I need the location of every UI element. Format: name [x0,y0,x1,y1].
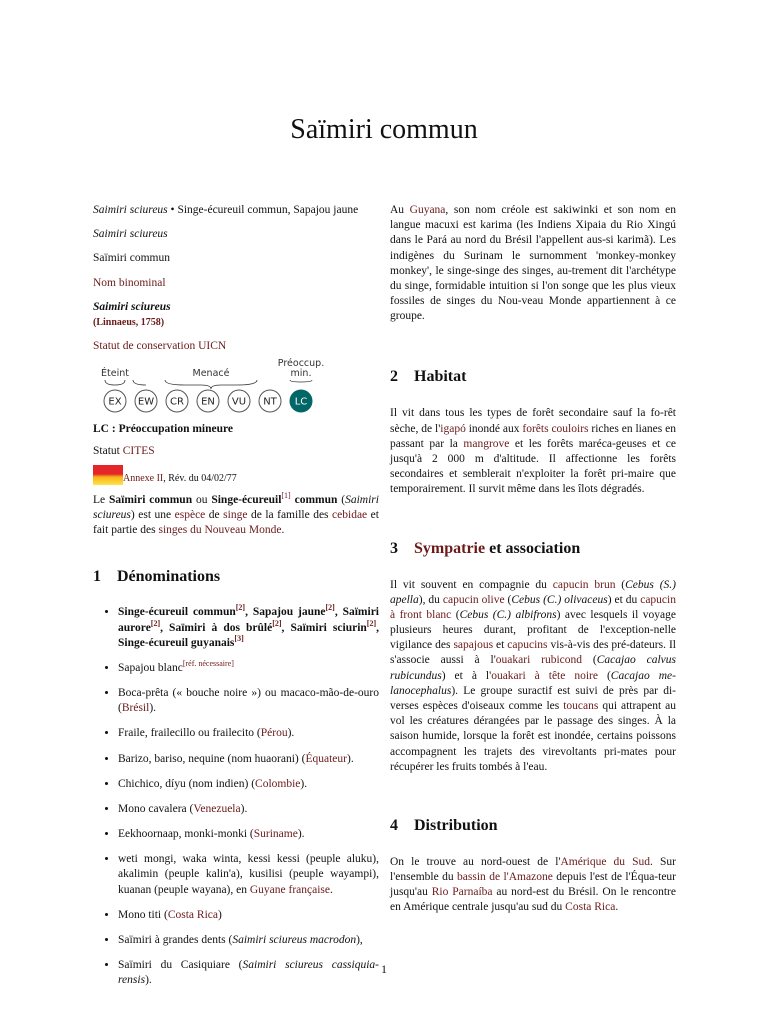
singes-nouveau-monde-link[interactable]: singes du Nouveau Monde [158,524,282,537]
ref-2-link[interactable]: [2] [150,618,161,628]
iucn-label-cr: CR [170,396,184,408]
espece-link[interactable]: espèce [174,508,206,521]
iucn-label-ex: EX [108,396,122,408]
scale-label-concern-2: min. [290,368,312,380]
annex-link[interactable]: Annexe II [123,472,164,484]
distribution-paragraph: On le trouve au nord-ouest de l'Amérique du Sud. Sur l'ensemble du bassin de l'Amazone depuis l'est de l'Équa-teur jusqu'au Rio Parnaíba au nord-est du Brésil. On le rencontre en Amérique centrale jusqu'au sud du Costa Rica. [390,855,677,914]
scale-label-extinct: Éteint [101,368,129,380]
igapo-link[interactable]: igapó [440,422,466,435]
infobox-latin: Saimiri sciureus [93,228,168,241]
iucn-label-ew: EW [137,396,155,408]
guyana-paragraph: Au Guyana, son nom créole est sakiwinki et son nom en langue macuxi est karima (les Indiens Xipaia du Rio Xingú dans le Pará au nord du Brésil l'appellent aus-si karimã). Les indigènes du Surinam le surnomment 'monkey-monkey monkey', le singe-singe des singes, au-trement dit l'archétype du singe, formidable intuition si l'on songe que les plus vieux fossiles de singes du Nou-veau Monde appartiennent à ce groupe. [390,204,677,323]
amerique-du-sud-link[interactable]: Amérique du Sud [560,855,651,868]
venezuela-link[interactable]: Venezuela [193,802,241,815]
cebidae-link[interactable]: cebidae [332,508,368,521]
iucn-label-vu: VU [231,396,247,408]
capucin-brun-link[interactable]: capucin brun [552,578,616,591]
infobox-header: Saimiri sciureus • Singe-écureuil commun, Sapajou jaune [93,204,359,216]
capucin-olive-link[interactable]: capucin olive [442,593,505,606]
iucn-status-link[interactable]: Statut de conservation UICN [93,340,227,353]
list-item: • Barizo, bariso, nequine (nom huaorani) (Équateur). [118,752,379,767]
ref-3-link[interactable]: [3] [234,633,244,643]
ref-2-link[interactable]: [2] [366,618,377,628]
costa-rica-link[interactable]: Costa Rica [167,908,218,921]
cites-flag-icon [93,465,123,485]
perou-link[interactable]: Pérou [260,727,288,740]
infobox-binomial: Saimiri sciureus [93,300,171,313]
forets-couloirs-link[interactable]: forêts couloirs [522,422,589,435]
mangrove-link[interactable]: mangrove [463,437,510,450]
capucins-link[interactable]: capucins [507,639,548,652]
list-item: • Sapajou blanc[réf. nécessaire] [118,661,379,676]
colombie-link[interactable]: Colombie [255,777,301,790]
status-text: : Préoccupation mineure [111,423,234,436]
list-item: • Saïmiri à grandes dents (Saimiri sciureus macrodon), [118,933,379,948]
capucin-front-blanc-link[interactable]: capucin à front blanc [390,593,676,621]
ouakari-tete-noire-link[interactable]: ouakari à tête noire [491,669,598,682]
equateur-link[interactable]: Équateur [305,752,347,765]
page-title: Saïmiri commun [290,114,478,145]
infobox-binomial-label[interactable]: Nom binominal [93,276,166,289]
ouakari-rubicond-link[interactable]: ouakari rubicond [495,654,583,667]
list-item: • Mono titi (Costa Rica) [118,908,379,923]
list-item: • Eekhoornaap, monki-monki (Suriname). [118,827,379,842]
list-item: • Boca-prêta (« bouche noire ») ou macaco-mão-de-ouro (Brésil). [118,686,379,716]
suriname-link[interactable]: Suriname [253,828,298,841]
section-heading-denominations: 1 Dénominations [93,568,221,586]
citation-needed-link[interactable]: [réf. nécessaire] [182,659,234,669]
ref-2-link[interactable]: [2] [272,618,282,628]
list-item: • Chichico, díyu (nom indien) (Colombie). [118,777,379,792]
authority-link[interactable]: (Linnaeus, 1758) [93,316,165,328]
left-column [93,203,379,998]
section-heading-sympatrie: 3 Sympatrie et association [390,539,581,557]
habitat-paragraph: Il vit dans tous les types de forêt secondaire sauf la fo-rêt sèche, de l'igapó inondé aux forêts couloirs riches en lianes en passant par la mangrove et les forêts maréca-geuses et ce jusqu'à 2 000 m d'altitude. Il affectionne les forêts secondaires et semblerait n'exploiter la forêt pri-maire que temporairement. Il survit même dans les îlots dégradés. [390,407,676,496]
sympatrie-link[interactable]: Sympatrie [414,539,486,557]
ref-2-link[interactable]: [2] [235,603,246,613]
page-number: 1 [381,962,387,976]
infobox-french: Saïmiri commun [93,252,170,265]
right-column [390,203,676,924]
status-code: LC [93,423,109,436]
list-item: • weti mongi, waka winta, kessi kessi (peuple aluku), akalimin (peuple kalin'a), kusilisi (peuple wayampi), kuanan (peuple wayana), en Guyane française. [118,852,379,898]
iucn-label-nt: NT [263,396,277,408]
scale-label-concern-1: Préoccup. [277,358,325,370]
annex-revision: , Rév. du 04/02/77 [163,472,237,484]
section-heading-habitat: 2 Habitat [390,368,467,386]
scale-label-threatened: Menacé [192,368,230,380]
sapajous-link[interactable]: sapajous [453,639,494,652]
iucn-scale [93,356,379,416]
sympatrie-paragraph: Il vit souvent en compagnie du capucin brun (Cebus (S.) apella), du capucin olive (Cebus (C.) olivaceus) et du capucin à front blanc (Cebus (C.) albifrons) avec lesquels il voyage plusieurs heures durant, profitant de l'exception-nelle vigilance des sapajous et capucins vis-à-vis des pré-dateurs. Il s'associe aussi à l'ouakari rubicond (Cacajao calvus rubicundus) et à l'ouakari à tête noire (Cacajao me-lanocephalus). Le groupe suractif est suivi de près par di-verses espèces d'oiseaux comme les toucans qui attrapent au vol les créatures dérangées par le passage des singes. À la saison humide, lorsque la forêt est inondée, certains poissons accompagnent les trajets des virevoltants pri-mates pour récupérer les fruits tombés à l'eau. [390,578,677,773]
denominations-list [93,605,379,988]
singe-link[interactable]: singe [223,508,248,521]
list-item: • Saïmiri du Casiquiare (Saimiri sciureus cassiquia-rensis). [118,958,379,988]
costa-rica-link[interactable]: Costa Rica [565,901,616,914]
iucn-label-lc: LC [294,396,308,408]
list-item: • Fraile, frailecillo ou frailecito (Pérou). [118,726,379,741]
bresil-link[interactable]: Brésil [121,702,150,715]
intro-paragraph: Le Saïmiri commun ou Singe-écureuil[1] commun (Saimiri sciureus) est une espèce de singe de la famille des cebidae et fait partie des singes du Nouveau Monde. [93,490,379,537]
infobox [93,203,379,485]
list-item: • Mono cavalera (Venezuela). [118,802,379,817]
iucn-label-en: EN [201,396,215,408]
bassin-amazone-link[interactable]: bassin de l'Amazone [457,871,553,884]
cites-link[interactable]: CITES [122,445,155,458]
iucn-scale-graphic [93,356,379,416]
guyana-link[interactable]: Guyana [409,204,446,216]
guyane-francaise-link[interactable]: Guyane française [249,883,331,896]
toucans-link[interactable]: toucans [563,700,599,712]
ref-2-link[interactable]: [2] [325,603,335,613]
section-heading-distribution: 4 Distribution [390,816,498,834]
cites-label: Statut [93,445,120,458]
rio-parnaiba-link[interactable]: Rio Parnaíba [431,886,493,899]
list-item: • Singe-écureuil commun[2], Sapajou jaune[2], Saïmiri aurore[2], Saïmiri à dos brûlé[2], Saïmiri sciurin[2], Singe-écureuil guyanais[3] [118,605,379,651]
ref-1-link[interactable]: [1] [281,490,291,500]
